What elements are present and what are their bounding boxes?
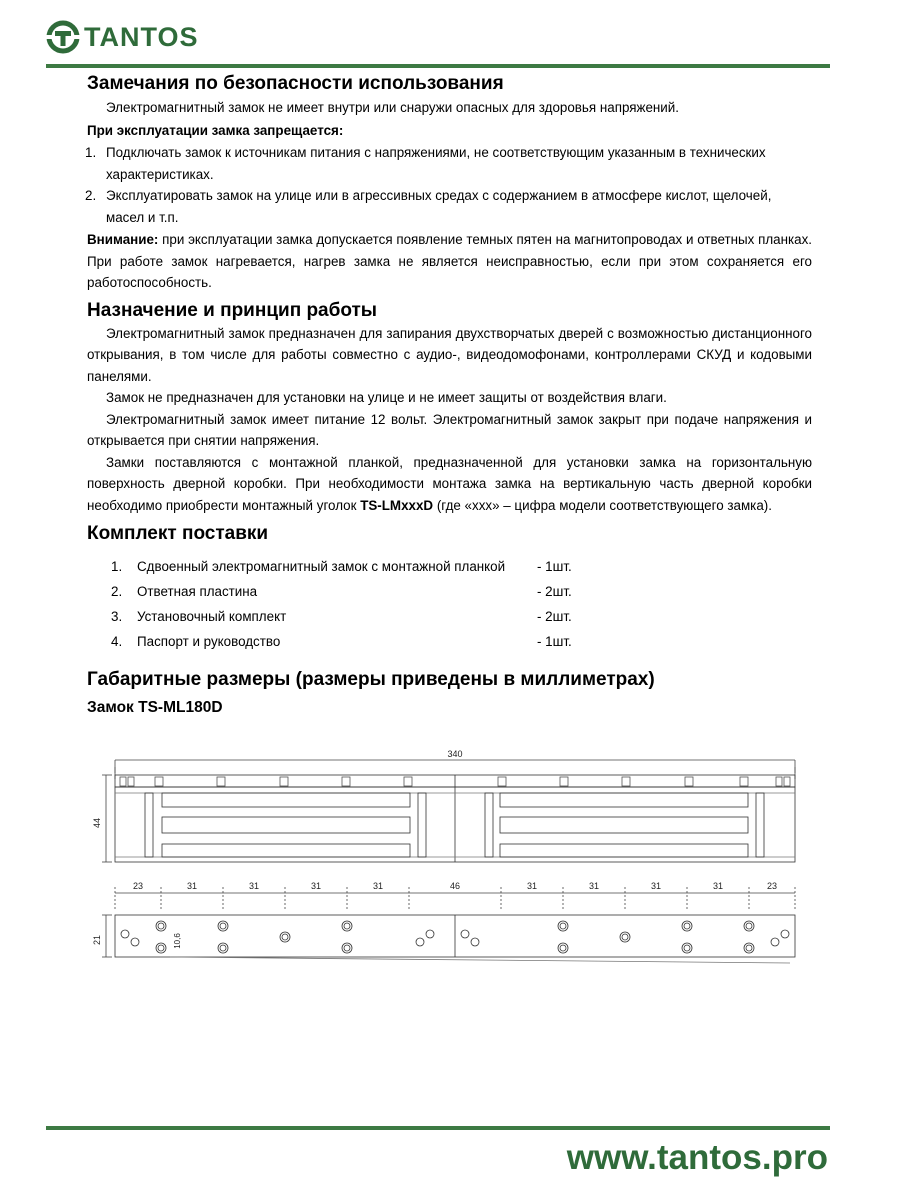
list-item: 2. Ответная пластина - 2шт. (111, 584, 572, 599)
mounting-hole (781, 930, 789, 938)
mounting-hole (416, 938, 424, 946)
mounting-hole-inner (684, 923, 690, 929)
mounting-hole (744, 921, 754, 931)
dimension-spacing-label: 46 (449, 881, 461, 891)
warning-paragraph: Внимание: при эксплуатации замка допускается появление темных пятен на магнитопроводах и ответных планках. При работе замок нагревается, нагрев замка не является неисправностью, если при этом сохраняется его работоспособность. (87, 232, 812, 290)
mounting-hole (342, 921, 352, 931)
mounting-hole (682, 921, 692, 931)
mounting-hole (280, 932, 290, 942)
dimension-drawing (92, 745, 810, 975)
mounting-hole (771, 938, 779, 946)
mounting-hole (744, 943, 754, 953)
dim-height: 44 (92, 817, 102, 829)
mounting-hole-inner (622, 934, 628, 940)
mounting-hole-inner (560, 945, 566, 951)
mounting-hole-inner (158, 923, 164, 929)
mounting-hole (682, 943, 692, 953)
mounting-hole (558, 943, 568, 953)
model-title: Замок TS-ML180D (87, 699, 223, 716)
mounting-hole (461, 930, 469, 938)
mounting-hole (558, 921, 568, 931)
mounting-hole (342, 943, 352, 953)
mounting-hole-inner (560, 923, 566, 929)
forbidden-title: При эксплуатации замка запрещается: (87, 122, 344, 138)
dimension-spacing-label: 31 (310, 881, 322, 891)
brand-logo (46, 20, 199, 54)
dimension-spacing-label: 31 (650, 881, 662, 891)
dimension-spacing-label: 31 (712, 881, 724, 891)
warning-label: Внимание: (87, 232, 159, 247)
mounting-hole-inner (684, 945, 690, 951)
purpose-p2: Замок не предназначен для установки на улице и не имеет защиты от воздействия влаги. (106, 390, 667, 405)
dimension-spacing-label: 31 (526, 881, 538, 891)
dimension-spacing-label: 23 (766, 881, 778, 891)
mounting-hole-inner (220, 923, 226, 929)
mounting-hole (156, 921, 166, 931)
mounting-hole-inner (344, 945, 350, 951)
mounting-hole-inner (344, 923, 350, 929)
dimension-spacing-label: 23 (132, 881, 144, 891)
kit-title: Комплект поставки (87, 523, 269, 544)
dimension-spacing-label: 31 (186, 881, 198, 891)
list-item: 3. Установочный комплект - 2шт. (111, 609, 572, 624)
dimension-spacing-label: 31 (588, 881, 600, 891)
list-item: 4. Паспорт и руководство - 1шт. (111, 634, 572, 649)
tantos-logo-icon (46, 20, 80, 54)
mounting-hole (121, 930, 129, 938)
kit-list (87, 554, 812, 654)
dim-overall-length: 340 (447, 749, 463, 759)
document-body (87, 72, 812, 719)
mounting-hole (471, 938, 479, 946)
mounting-hole-inner (158, 945, 164, 951)
dimension-spacing-label: 31 (248, 881, 260, 891)
purpose-title: Назначение и принцип работы (87, 299, 378, 321)
mounting-hole (156, 943, 166, 953)
mounting-hole-inner (282, 934, 288, 940)
dim-hole-offset: 10,6 (173, 933, 182, 949)
mounting-hole (218, 921, 228, 931)
mounting-hole (426, 930, 434, 938)
mounting-hole (131, 938, 139, 946)
safety-intro: Электромагнитный замок не имеет внутри или снаружи опасных для здоровья напряжений. (106, 100, 679, 115)
purpose-p1: Электромагнитный замок предназначен для запирания двухстворчатых дверей с возможностью дистанционного открывания, в том числе для работы совместно с аудио-, видеодомофонами, контроллерами СКУД и кодовыми панелями. (87, 325, 812, 384)
dimension-spacing-label: 31 (372, 881, 384, 891)
mounting-hole-inner (746, 945, 752, 951)
footer-rule (46, 1126, 830, 1130)
dimensions-title: Габаритные размеры (размеры приведены в миллиметрах) (87, 669, 655, 690)
mounting-hole-inner (220, 945, 226, 951)
dim-depth: 21 (92, 934, 102, 946)
footer-url[interactable]: www.tantos.pro (566, 1138, 828, 1177)
brand-name: TANTOS (84, 21, 199, 52)
mounting-hole (620, 932, 630, 942)
header-rule (46, 64, 830, 68)
safety-title: Замечания по безопасности использования (87, 73, 504, 94)
forbidden-item-1: 1. Подключать замок к источникам питания с напряжениями, не соответствующим указанным в технических характеристиках. (85, 145, 766, 182)
list-item: 1. Сдвоенный электромагнитный замок с монтажной планкой - 1шт. (111, 559, 572, 574)
purpose-p4: Замки поставляются с монтажной планкой, предназначенной для установки замка на горизонтальную поверхность дверной коробки. При необходимости монтажа замка на вертикальную часть дверной коробки необходимо приобрести монтажный уголок TS-LMxxxD (где «ххх» – цифра модели соответствующего замка). (87, 454, 812, 513)
forbidden-item-2: 2. Эксплуатировать замок на улице или в агрессивных средах с содержанием в атмосфере кислот, щелочей, масел и т.п. (85, 188, 772, 225)
purpose-p3: Электромагнитный замок имеет питание 12 вольт. Электромагнитный замок закрыт при подаче напряжения и открывается при снятии напряжения. (87, 411, 812, 448)
mounting-hole (218, 943, 228, 953)
mounting-hole-inner (746, 923, 752, 929)
